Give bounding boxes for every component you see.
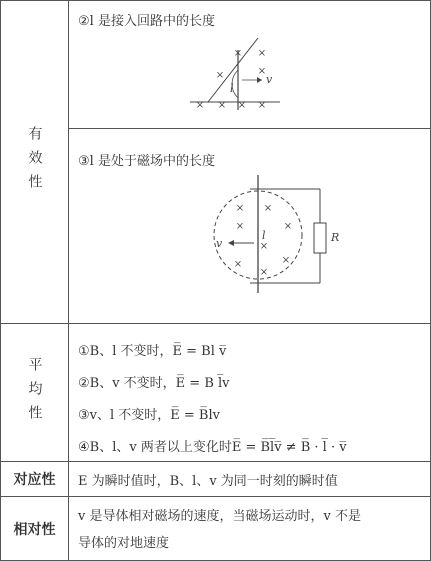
fig1-x-mark: × [257,66,267,77]
average-item-1: ①B、l 不变时，E̅ = Bl v̅ [78,344,227,359]
average-header-text: 平均性 [26,356,43,429]
validity-item-3-label: ③l 是处于磁场中的长度 [78,154,215,169]
fig1-x-mark: × [237,100,247,111]
magnetic-field-figure [190,175,350,300]
connected-loop-figure [180,30,300,110]
fig2-x-mark: × [283,221,293,232]
fig1-l-label: l [230,82,234,95]
fig2-x-mark: × [281,255,291,266]
correspondence-text: E 为瞬时值时，B、l、v 为同一时刻的瞬时值 [78,474,338,489]
fig2-l-label: l [262,229,266,242]
fig2-v-label: v [216,237,223,250]
relativity-header: 相对性 [13,521,56,538]
correspondence-header: 对应性 [13,472,56,488]
fig2-x-mark: × [259,241,269,252]
fig2-r-label: R [331,231,340,244]
relativity-line-2: 导体的对地速度 [78,536,170,551]
fig1-x-mark: × [215,70,225,81]
fig2-x-mark: × [235,221,245,232]
fig1-x-mark: × [217,100,227,111]
average-item-2: ②B、v 不变时，E̅ = B l̅v [78,376,230,391]
fig1-x-mark: × [257,48,267,59]
validity-header-text: 有效性 [26,125,43,198]
row-divider [68,128,431,129]
fig1-x-mark: × [233,48,243,59]
fig1-v-label: v [266,73,273,86]
average-header [1,324,68,461]
validity-item-2-label: ②l 是接入回路中的长度 [78,14,215,29]
validity-header [1,0,68,323]
average-item-4: ④B、l、v 两者以上变化时E̅ = B̅l̅v̅ ≠ B̅ · l̅ · v̅ [78,440,347,455]
fig2-x-mark: × [259,267,269,278]
fig1-x-mark: × [195,100,205,111]
column-divider [68,0,69,561]
fig1-x-mark: × [257,100,267,111]
relativity-line-1: v 是导体相对磁场的速度，当磁场运动时，v 不是 [78,509,361,524]
average-item-3: ③v、l 不变时，E̅ = B̅lv [78,408,220,423]
fig2-x-mark: × [235,203,245,214]
fig2-x-mark: × [263,203,273,214]
fig2-x-mark: × [233,259,243,270]
